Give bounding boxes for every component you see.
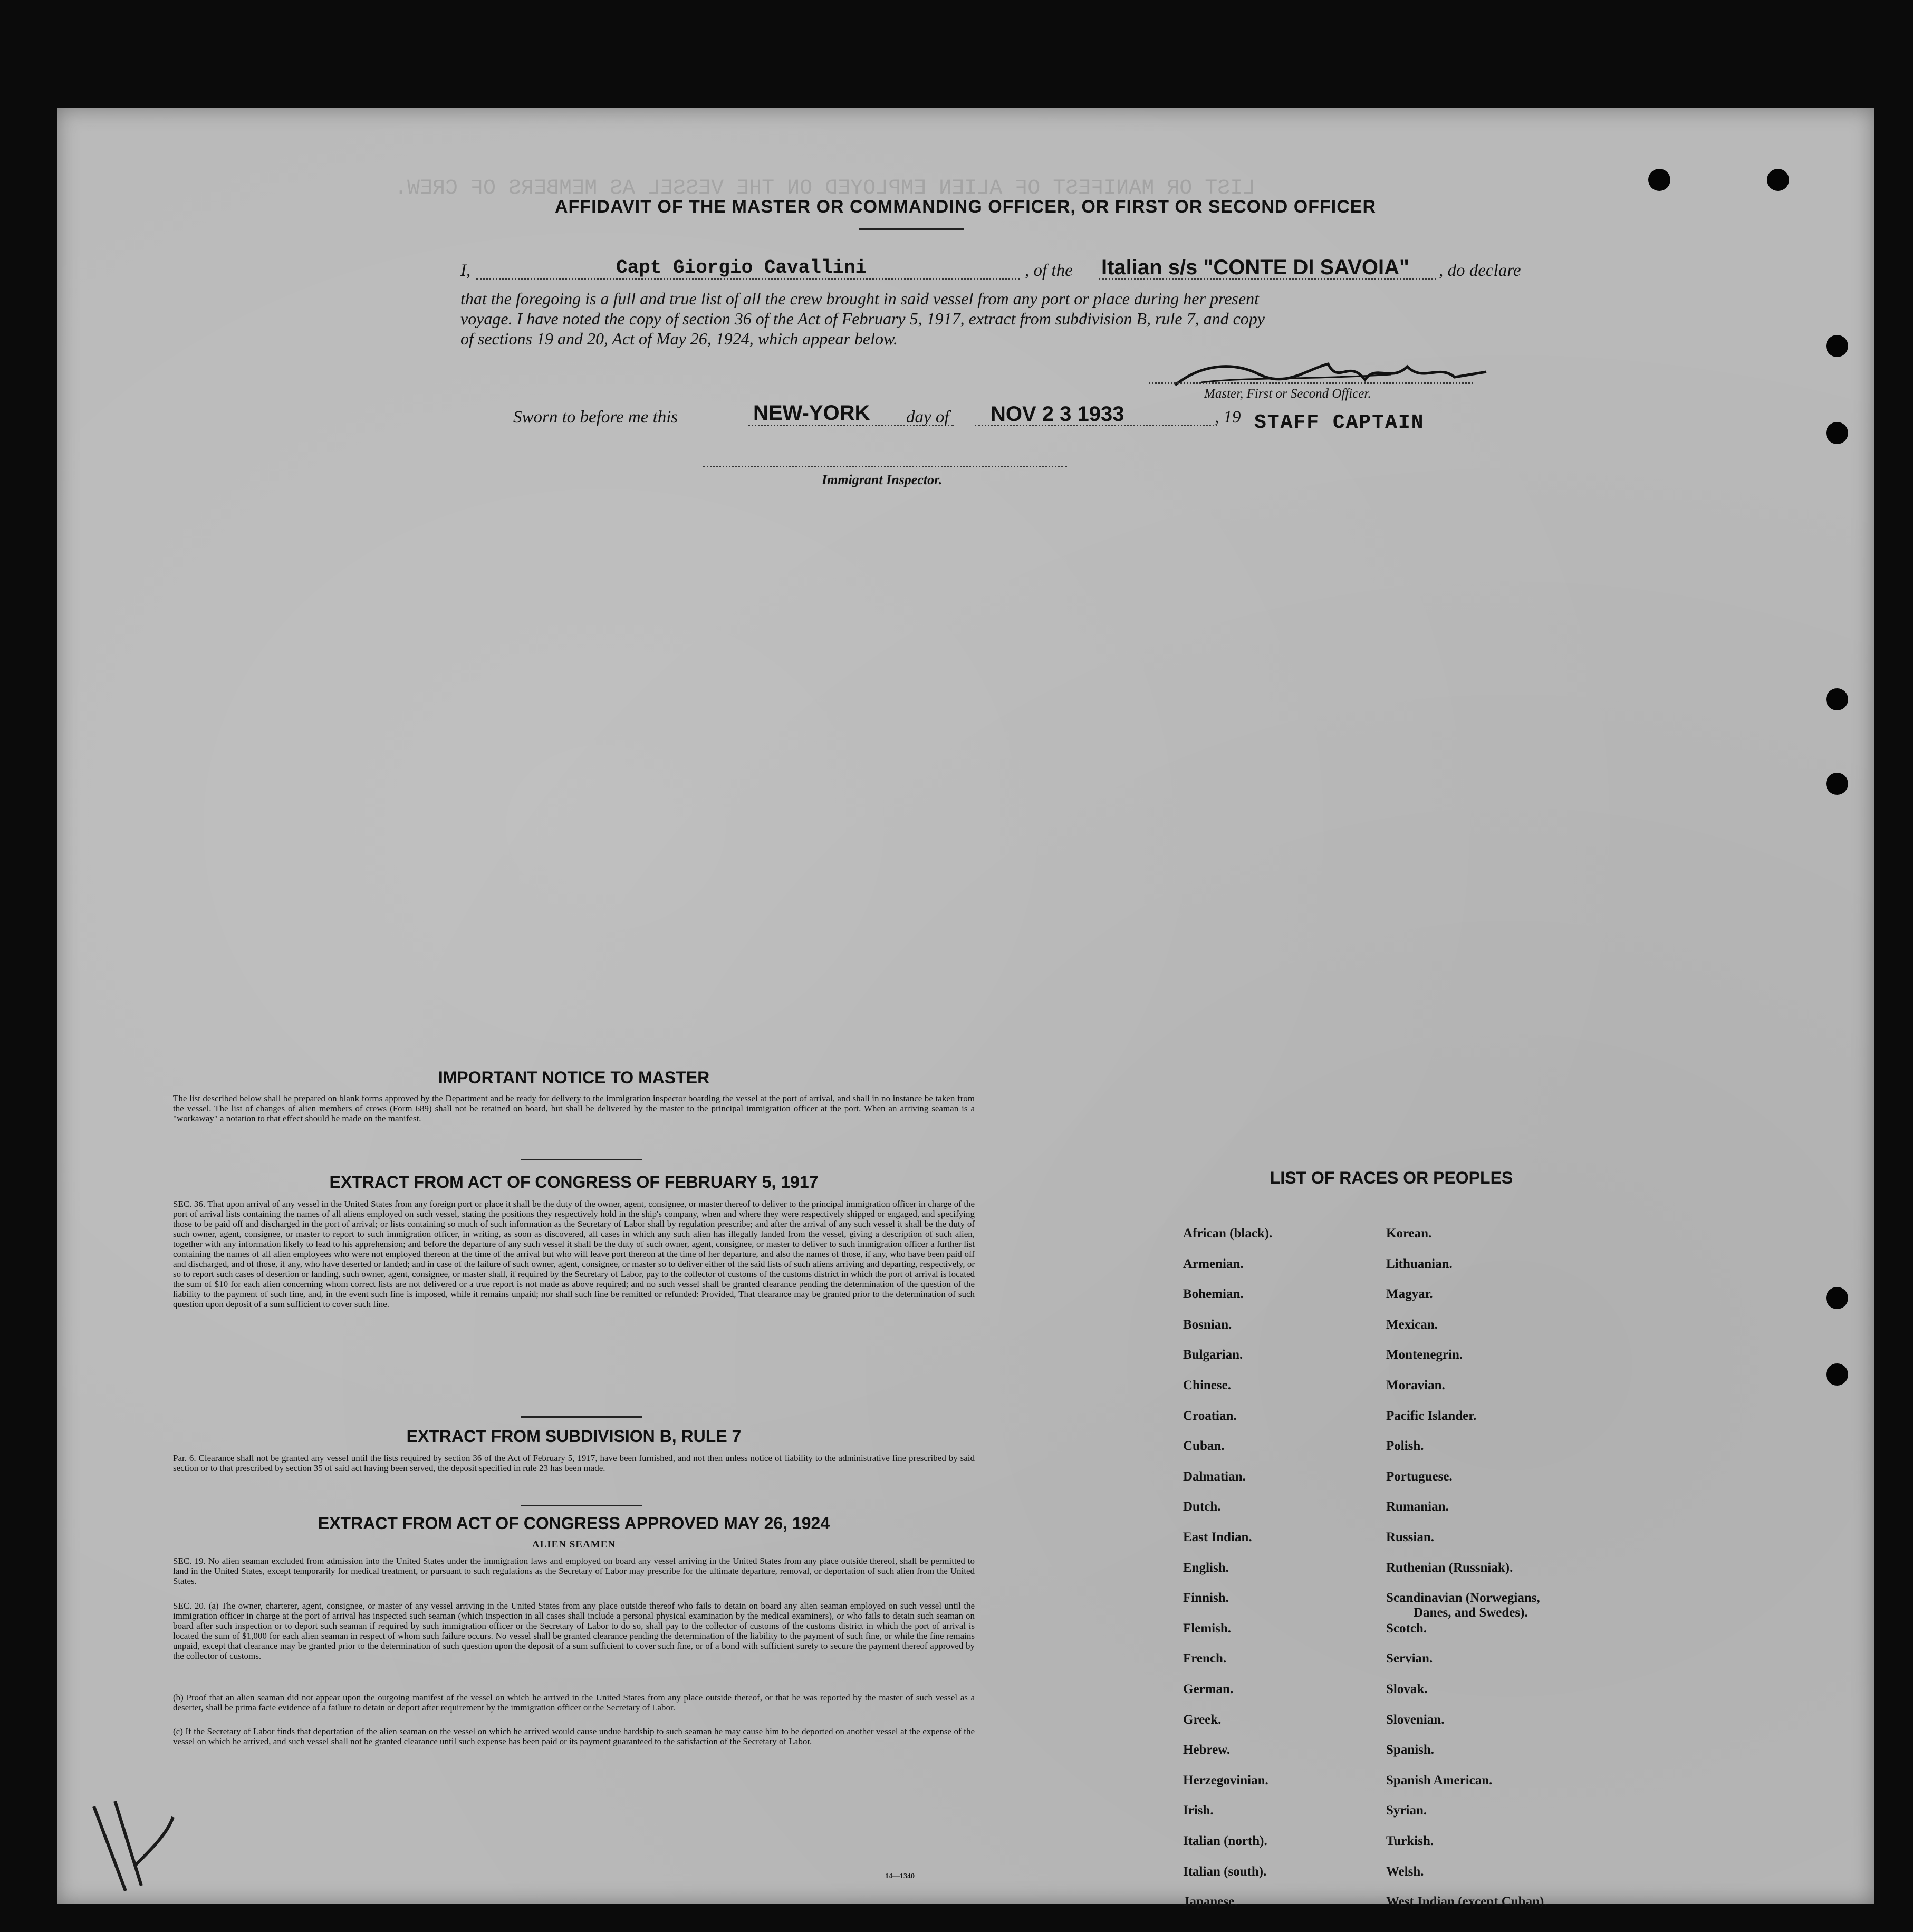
- sworn-date: NOV 2 3 1933: [991, 402, 1124, 426]
- sworn-label: Sworn to before me this: [513, 408, 678, 427]
- race-item: Montenegrin.: [1386, 1348, 1463, 1362]
- race-item: Cuban.: [1183, 1439, 1225, 1453]
- race-item: Welsh.: [1386, 1864, 1424, 1879]
- extract-rule7-title: EXTRACT FROM SUBDIVISION B, RULE 7: [406, 1427, 742, 1446]
- race-item: Bosnian.: [1183, 1318, 1232, 1332]
- race-item: Greek.: [1183, 1713, 1222, 1727]
- punch-hole: [1826, 773, 1848, 795]
- race-item: Spanish American.: [1386, 1773, 1493, 1787]
- affidavit-line-3: of sections 19 and 20, Act of May 26, 1924, which appear below.: [460, 329, 898, 348]
- race-item: Lithuanian.: [1386, 1257, 1453, 1271]
- of-the-label: , of the: [1025, 261, 1073, 280]
- notice-text: The list described below shall be prepared on blank forms approved by the Department and be ready for delivery to the immigration inspector boarding the vessel at the port of arrival, and shall in no instance be taken from the vessel. The list of changes of alien members of crews (Form 689) shall not be retained on board, but shall be delivered by the master to the principal immigration officer at the port. When an arriving seaman is a "workaway" a notation to that effect should be made on the manifest.: [173, 1093, 975, 1123]
- punch-hole: [1826, 335, 1848, 357]
- punch-hole: [1648, 169, 1670, 191]
- race-item: French.: [1183, 1651, 1227, 1666]
- race-item: Scotch.: [1386, 1621, 1427, 1636]
- day-of-label: day of: [906, 408, 949, 427]
- race-item: Rumanian.: [1386, 1500, 1449, 1514]
- signature-caption: Master, First or Second Officer.: [1204, 387, 1371, 401]
- race-item: Mexican.: [1386, 1318, 1438, 1332]
- notice-rule: [521, 1159, 642, 1160]
- extract-rule7-text: Par. 6. Clearance shall not be granted any vessel until the lists required by section 36 of the Act of February 5, 1917, have been furnished, and not then unless notice of liability to the administrative fine prescribed by said section or to that prescribed by section 35 of said act having been served, the deposit specified in rule 23 has been made.: [173, 1453, 975, 1473]
- bleed-through-header: LIST OR MANIFEST OF ALIEN EMPLOYED ON THE VESSEL AS MEMBERS OF CREW.: [395, 177, 1256, 200]
- do-declare-label: , do declare: [1439, 261, 1521, 280]
- year-prefix: , 19: [1215, 408, 1241, 427]
- extract-1924-sec20a: SEC. 20. (a) The owner, charterer, agent, consignee, or master of any vessel arriving in the United States from any place outside thereof who fails to detain on board any alien seaman employed on such vessel until the immigration officer in charge at the port of arrival has inspected such seaman (which inspection in all cases shall include a personal physical examination by the medical examiners), or who fails to detain such seaman on board after such inspection or to deport such seaman if required by such immigration officer or the Secretary of Labor to do so, shall pay to the collector of customs of the customs district in which the port of arrival is located the sum of $1,000 for each alien seaman in respect of whom such failure occurs. No vessel shall be granted clearance pending the determination of the liability to the payment of such fine, or while the fine remains unpaid, except that clearance may be granted prior to the determination of such question upon the deposit of a sum sufficient to cover such fine, or of a bond with sufficient surety to secure the payment thereof approved by the collector of customs.: [173, 1601, 975, 1661]
- affidavit-line-1: that the foregoing is a full and true list of all the crew brought in said vessel from any port or place during her present: [460, 289, 1259, 308]
- declarant-name: Capt Giorgio Cavallini: [616, 257, 867, 278]
- race-item: Croatian.: [1183, 1409, 1237, 1423]
- rule-1917: [521, 1416, 642, 1418]
- race-item: Korean.: [1386, 1226, 1432, 1241]
- race-item: Danes, and Swedes).: [1414, 1606, 1528, 1620]
- race-item: Magyar.: [1386, 1287, 1433, 1301]
- race-item: Dutch.: [1183, 1500, 1221, 1514]
- race-item: Russian.: [1386, 1530, 1435, 1544]
- form-number: 14—1340: [885, 1872, 915, 1880]
- race-item: Spanish.: [1386, 1743, 1435, 1757]
- race-item: English.: [1183, 1561, 1229, 1575]
- race-item: Portuguese.: [1386, 1469, 1453, 1484]
- race-item: Hebrew.: [1183, 1743, 1231, 1757]
- notice-title: IMPORTANT NOTICE TO MASTER: [438, 1068, 710, 1087]
- punch-hole: [1826, 422, 1848, 444]
- affidavit-line-2: voyage. I have noted the copy of section 36 of the Act of February 5, 1917, extract from subdivision B, rule 7, and copy: [460, 309, 1265, 328]
- race-item: Bulgarian.: [1183, 1348, 1243, 1362]
- race-item: Syrian.: [1386, 1803, 1427, 1818]
- extract-1924-title: EXTRACT FROM ACT OF CONGRESS APPROVED MAY 26, 1924: [318, 1514, 830, 1533]
- race-item: German.: [1183, 1682, 1234, 1696]
- declarant-prefix: I,: [460, 261, 471, 280]
- document-page: [57, 108, 1874, 1909]
- extract-1924-sec20b: (b) Proof that an alien seaman did not appear upon the outgoing manifest of the vessel on which he arrived in the United States from any place outside thereof, or that he was reported by the master of such vessel as a deserter, shall be prima facie evidence of a failure to detain or deport after requirement by the immigration officer or the Secretary of Labor.: [173, 1693, 975, 1713]
- punch-hole: [1826, 1363, 1848, 1386]
- race-item: Slovenian.: [1386, 1713, 1445, 1727]
- extract-1917-title: EXTRACT FROM ACT OF CONGRESS OF FEBRUARY 5, 1917: [329, 1172, 819, 1191]
- race-item: Ruthenian (Russniak).: [1386, 1561, 1513, 1575]
- race-item: Bohemian.: [1183, 1287, 1244, 1301]
- vessel-name: Italian s/s "CONTE DI SAVOIA": [1101, 256, 1409, 279]
- extract-1924-sec20c: (c) If the Secretary of Labor finds that deportation of the alien seaman on the vessel on which he arrived would cause undue hardship to such seaman he may cause him to be deported on another vessel at the expense of the vessel on which he arrived, and such vessel shall not be granted clearance until such expense has been paid or its payment guaranteed to the satisfaction of the Secretary of Labor.: [173, 1726, 975, 1746]
- race-item: Herzegovinian.: [1183, 1773, 1268, 1787]
- race-item: Italian (north).: [1183, 1834, 1267, 1848]
- handwritten-mark: [78, 1785, 184, 1901]
- race-item: Finnish.: [1183, 1591, 1229, 1605]
- title-rule: [859, 228, 964, 230]
- race-item: Flemish.: [1183, 1621, 1231, 1636]
- race-item: Servian.: [1386, 1651, 1433, 1666]
- officer-title: STAFF CAPTAIN: [1254, 411, 1425, 434]
- punch-hole: [1767, 169, 1789, 191]
- inspector-caption: Immigrant Inspector.: [822, 472, 943, 487]
- race-item: Slovak.: [1386, 1682, 1428, 1696]
- race-item: Japanese.: [1183, 1895, 1238, 1909]
- extract-1924-subtitle: ALIEN SEAMEN: [532, 1539, 616, 1550]
- race-item: Turkish.: [1386, 1834, 1434, 1848]
- sworn-place: NEW-YORK: [753, 401, 870, 425]
- extract-1924-sec19: SEC. 19. No alien seaman excluded from admission into the United States under the immigration laws and employed on board any vessel arriving in the United States from any place outside thereof, shall be permitted to land in the United States, except temporarily for medical treatment, or pursuant to such regulations as the Secretary of Labor may prescribe for the ultimate departure, removal, or deportation of such alien from the United States.: [173, 1556, 975, 1586]
- race-item: East Indian.: [1183, 1530, 1252, 1544]
- race-item: Pacific Islander.: [1386, 1409, 1477, 1423]
- signature-line: [1149, 382, 1473, 384]
- rule-rule7: [521, 1505, 642, 1506]
- punch-hole: [1826, 688, 1848, 710]
- race-item: Scandinavian (Norwegians,: [1386, 1591, 1540, 1605]
- race-item: Moravian.: [1386, 1378, 1445, 1392]
- race-item: Italian (south).: [1183, 1864, 1267, 1879]
- races-title: LIST OF RACES OR PEOPLES: [1270, 1168, 1513, 1187]
- affidavit-title: AFFIDAVIT OF THE MASTER OR COMMANDING OFFICER, OR FIRST OR SECOND OFFICER: [555, 197, 1376, 217]
- race-item: Polish.: [1386, 1439, 1424, 1453]
- race-item: Dalmatian.: [1183, 1469, 1246, 1484]
- race-item: West Indian (except Cuban).: [1386, 1895, 1547, 1909]
- race-item: Irish.: [1183, 1803, 1214, 1818]
- race-item: Chinese.: [1183, 1378, 1231, 1392]
- race-item: Armenian.: [1183, 1257, 1244, 1271]
- punch-hole: [1826, 1287, 1848, 1309]
- race-item: African (black).: [1183, 1226, 1273, 1241]
- extract-1917-text: SEC. 36. That upon arrival of any vessel in the United States from any foreign port or place it shall be the duty of the owner, agent, consignee, or master thereof to deliver to the principal immigration officer in charge of the port of arrival lists containing the names of all aliens employed on such vessel, stating the positions they respectively hold in the ship's company, when and where they were respectively shipped or engaged, and specifying those to be paid off and discharged in the port of arrival; or lists containing so much of such information as the Secretary of Labor shall by regulation prescribe; and after the arrival of any such vessel it shall be the duty of such owner, agent, consignee, or master to report to such immigration officer, in writing, as soon as discovered, all cases in which any such alien has illegally landed from the vessel, giving a description of such alien, together with any information likely to lead to his apprehension; and before the departure of any such vessel it shall be the duty of such owner, agent, consignee, or master to deliver to such immigration officer a further list containing the names of all alien employees who were not employed thereon at the time of the arrival but who will leave port thereon at the time of her departure, and also the names of those, if any, who have been paid off and discharged, and of those, if any, who have deserted or landed; and in case of the failure of such owner, agent, consignee, or master so to deliver either of the said lists of such aliens arriving and departing, respectively, or so to report such cases of desertion or landing, such owner, agent, consignee, or master shall, if required by the Secretary of Labor, pay to the collector of customs of the customs district in which the port of arrival is located the sum of $10 for each alien concerning whom correct lists are not delivered or a true report is not made as above required; and no such vessel shall be granted clearance pending the determination of the question of the liability to the payment of such fine, and, in the event such fine is imposed, while it remains unpaid; nor shall such fine be remitted or refunded: Provided, That clearance may be granted prior to the determination of such question upon deposit of a sum sufficient to cover such fine.: [173, 1199, 975, 1309]
- inspector-line: [703, 466, 1067, 467]
